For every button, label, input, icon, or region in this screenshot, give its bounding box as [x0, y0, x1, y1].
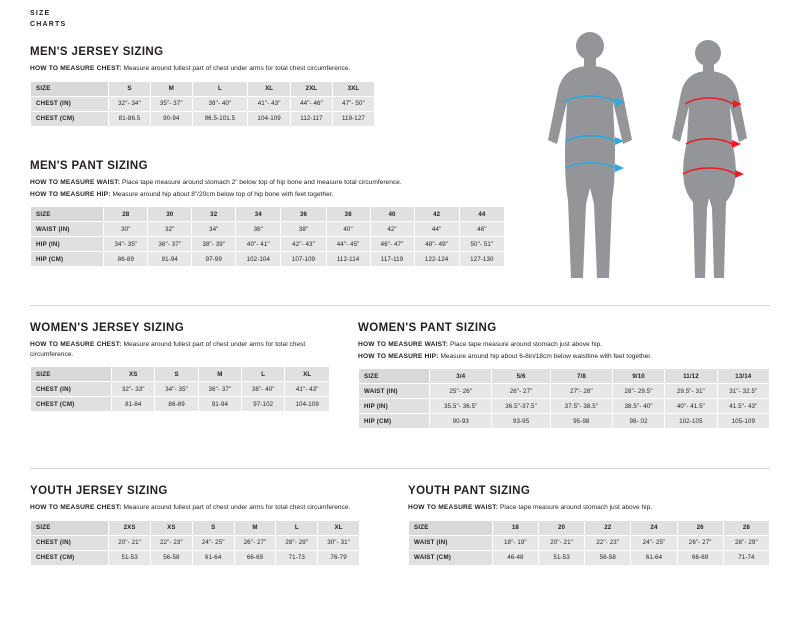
table-cell: 40"- 41.5": [665, 399, 717, 414]
table-row-label: HIP (CM): [31, 252, 104, 267]
section-youth-jersey: [30, 485, 360, 566]
table-cell: 31"- 32.5": [717, 384, 769, 399]
table-cell: 36": [236, 222, 281, 237]
section-mens-jersey: [30, 46, 375, 127]
table-cell: 104-109: [248, 111, 291, 126]
male-head-icon: [576, 32, 604, 60]
table-cell: 28"- 29": [723, 535, 769, 550]
table-cell: 90-94: [150, 111, 192, 126]
table-header-row: [359, 369, 770, 384]
table-cell: 44"- 45": [326, 237, 370, 252]
howto-text: Measure around fullest part of chest under arms for total chest circumference.: [30, 341, 306, 358]
male-body-silhouette: [548, 66, 632, 278]
table-row-label: WAIST (IN): [31, 222, 104, 237]
table-cell: 56-58: [151, 550, 193, 565]
table-header-cell: 42: [414, 207, 459, 222]
table-mens-jersey: [30, 81, 375, 127]
section-womens-jersey: [30, 322, 330, 412]
table-cell: 97-99: [192, 252, 236, 267]
howto-label: HOW TO MEASURE CHEST:: [30, 65, 122, 72]
table-cell: 86-89: [104, 252, 148, 267]
table-row-label: CHEST (IN): [31, 96, 109, 111]
table-cell: 119-127: [332, 111, 374, 126]
table-cell: 29.5"- 31": [665, 384, 717, 399]
table-cell: 40": [326, 222, 370, 237]
table-header-row: [409, 520, 770, 535]
table-cell: 36"- 37": [148, 237, 192, 252]
table-header-cell: XL: [318, 520, 360, 535]
table-cell: 34"- 35": [155, 382, 198, 397]
table-cell: 24"- 25": [192, 535, 234, 550]
howto-label: HOW TO MEASURE HIP:: [358, 352, 439, 360]
table-cell: 22"- 23": [151, 535, 193, 550]
table-header-cell: 40: [370, 207, 414, 222]
table-cell: 104-109: [285, 397, 330, 412]
howto-text: Place tape measure around stomach 2” below top of hip bone and measure total circumference.: [120, 179, 402, 186]
table-header-cell-size: SIZE: [31, 81, 109, 96]
table-cell: 41"- 43": [285, 382, 330, 397]
table-cell: 61-64: [192, 550, 234, 565]
table-header-cell: L: [192, 81, 248, 96]
howto-label: HOW TO MEASURE CHEST:: [30, 341, 122, 348]
table-header-cell: M: [234, 520, 276, 535]
table-row: [359, 384, 770, 399]
table-cell: 37.5"- 38.5": [550, 399, 612, 414]
table-row-label: CHEST (IN): [31, 535, 109, 550]
table-cell: 127-130: [459, 252, 504, 267]
table-cell: 105-109: [717, 414, 769, 429]
table-header-cell: S: [155, 367, 198, 382]
table-header-cell: 3XL: [332, 81, 374, 96]
table-cell: 91-94: [198, 397, 241, 412]
table-header-cell: XS: [151, 520, 193, 535]
table-cell: 81-84: [112, 397, 155, 412]
table-header-cell: 24: [631, 520, 677, 535]
howto-line: [30, 64, 375, 74]
table-row-label: HIP (IN): [31, 237, 104, 252]
howto-label: HOW TO MEASURE CHEST:: [30, 504, 122, 511]
table-row-label: CHEST (CM): [31, 550, 109, 565]
body-diagrams: [520, 28, 780, 293]
table-cell: 40"- 41": [236, 237, 281, 252]
table-cell: 61-64: [631, 550, 677, 565]
table-row: [31, 397, 330, 412]
table-row: [359, 414, 770, 429]
table-header-cell: L: [242, 367, 285, 382]
table-cell: 36.5"-37.5": [492, 399, 551, 414]
table-cell: 20"- 21": [109, 535, 151, 550]
howto-text: Measure around hip about 8”/20cm below top of hip bone with feet together.: [110, 190, 334, 198]
table-header-cell: S: [109, 81, 151, 96]
table-cell: 27"- 28": [550, 384, 612, 399]
howto-line: [30, 340, 330, 359]
table-cell: 35"- 37": [150, 96, 192, 111]
table-cell: 102-104: [236, 252, 281, 267]
divider: [30, 468, 770, 469]
table-row: [409, 550, 770, 565]
table-womens-jersey: [30, 366, 330, 412]
male-hip-arrow-icon: [615, 164, 624, 172]
table-cell: 30": [104, 222, 148, 237]
table-youth-pant: [408, 520, 770, 566]
table-cell: 76-79: [318, 550, 360, 565]
table-row-label: CHEST (CM): [31, 397, 112, 412]
howto-text: Place tape measure around stomach just above hip.: [448, 341, 603, 348]
table-row: [409, 535, 770, 550]
table-cell: 46": [459, 222, 504, 237]
table-cell: 46"- 47": [370, 237, 414, 252]
table-row: [31, 96, 375, 111]
howto-line: [30, 503, 360, 513]
table-header-cell: 13/14: [717, 369, 769, 384]
section-title: WOMEN'S PANT SIZING: [358, 322, 497, 334]
table-header-cell-size: SIZE: [359, 369, 430, 384]
table-cell: 22"- 23": [585, 535, 631, 550]
table-header-cell: 32: [192, 207, 236, 222]
table-cell: 34"- 35": [104, 237, 148, 252]
table-cell: 32"- 33": [112, 382, 155, 397]
table-youth-jersey: [30, 520, 360, 566]
table-header-cell-size: SIZE: [31, 367, 112, 382]
table-header-cell: 9/10: [612, 369, 664, 384]
table-cell: 102-105: [665, 414, 717, 429]
table-row: [359, 399, 770, 414]
table-cell: 38"- 39": [192, 237, 236, 252]
table-cell: 38.5"- 40": [612, 399, 664, 414]
table-header-cell: 34: [236, 207, 281, 222]
table-cell: 71-73: [276, 550, 318, 565]
table-cell: 46-48: [492, 550, 538, 565]
section-title: MEN'S PANT SIZING: [30, 160, 148, 172]
table-row-label: WAIST (IN): [359, 384, 430, 399]
table-header-cell: XL: [285, 367, 330, 382]
howto-line: [30, 178, 505, 188]
table-header-cell: M: [198, 367, 241, 382]
table-header-row: [31, 207, 505, 222]
table-cell: 56-58: [585, 550, 631, 565]
table-cell: 42": [370, 222, 414, 237]
table-cell: 42"- 43": [281, 237, 326, 252]
table-header-cell: S: [192, 520, 234, 535]
table-header-cell: 20: [538, 520, 584, 535]
table-cell: 96.5-101.5: [192, 111, 248, 126]
table-row-label: HIP (CM): [359, 414, 430, 429]
table-header-cell-size: SIZE: [409, 520, 493, 535]
section-youth-pant: [408, 485, 770, 566]
table-header-cell: 28: [104, 207, 148, 222]
table-cell: 26"- 27": [492, 384, 551, 399]
table-row-label: HIP (IN): [359, 399, 430, 414]
table-cell: 38"- 40": [242, 382, 285, 397]
table-header-cell: 36: [281, 207, 326, 222]
table-row-label: WAIST (IN): [409, 535, 493, 550]
table-cell: 66-69: [234, 550, 276, 565]
table-cell: 28"- 29.5": [612, 384, 664, 399]
table-cell: 66-69: [677, 550, 723, 565]
table-header-cell: XL: [248, 81, 291, 96]
table-cell: 18"- 19": [492, 535, 538, 550]
table-row-label: CHEST (IN): [31, 382, 112, 397]
section-mens-pant: [30, 160, 505, 267]
table-cell: 41"- 43": [248, 96, 291, 111]
table-cell: 95-98: [550, 414, 612, 429]
table-cell: 91-94: [148, 252, 192, 267]
table-header-cell: 7/8: [550, 369, 612, 384]
table-header-cell: 28: [723, 520, 769, 535]
female-body-diagram: [650, 36, 770, 288]
howto-line: [358, 340, 770, 350]
table-cell: 41.5"- 43": [717, 399, 769, 414]
table-header-cell-size: SIZE: [31, 520, 109, 535]
table-cell: 26"- 27": [677, 535, 723, 550]
table-womens-pant: [358, 368, 770, 429]
table-header-cell: 11/12: [665, 369, 717, 384]
page-title: [30, 8, 66, 30]
table-row: [31, 550, 360, 565]
table-header-cell: 3/4: [430, 369, 492, 384]
table-header-cell: 5/6: [492, 369, 551, 384]
table-header-row: [31, 520, 360, 535]
table-header-cell-size: SIZE: [31, 207, 104, 222]
table-cell: 50"- 51": [459, 237, 504, 252]
table-cell: 98- 02: [612, 414, 664, 429]
howto-text: Measure around hip about 6-8in/18cm below waistline with feet together.: [438, 352, 652, 360]
table-row-label: WAIST (CM): [409, 550, 493, 565]
table-header-cell: 38: [326, 207, 370, 222]
table-cell: 90-93: [430, 414, 492, 429]
section-title: YOUTH PANT SIZING: [408, 485, 531, 497]
table-cell: 112-114: [326, 252, 370, 267]
howto-line: [408, 503, 770, 513]
table-header-cell: L: [276, 520, 318, 535]
table-cell: 93-95: [492, 414, 551, 429]
table-header-cell: 44: [459, 207, 504, 222]
table-cell: 30"- 31": [318, 535, 360, 550]
table-header-cell: 2XS: [109, 520, 151, 535]
table-cell: 86-89: [155, 397, 198, 412]
page-title-line1: SIZE: [30, 10, 51, 17]
table-header-cell: M: [150, 81, 192, 96]
page-title-line2: CHARTS: [30, 21, 67, 28]
table-row: [31, 111, 375, 126]
male-body-diagram: [530, 28, 650, 290]
table-row-label: CHEST (CM): [31, 111, 109, 126]
table-row: [31, 222, 505, 237]
table-cell: 48"- 49": [414, 237, 459, 252]
table-row: [31, 382, 330, 397]
table-cell: 32"- 34": [109, 96, 151, 111]
table-cell: 36"- 37": [198, 382, 241, 397]
table-cell: 97-102: [242, 397, 285, 412]
howto-text: Place tape measure around stomach just above hip.: [498, 504, 653, 511]
table-header-row: [31, 367, 330, 382]
howto-text: Measure around fullest part of chest under arms for total chest circumference.: [121, 65, 351, 72]
table-row: [31, 237, 505, 252]
table-cell: 28"- 29": [276, 535, 318, 550]
table-cell: 32": [148, 222, 192, 237]
table-cell: 51-53: [538, 550, 584, 565]
section-title: MEN'S JERSEY SIZING: [30, 46, 164, 58]
female-head-icon: [695, 40, 721, 66]
table-cell: 51-53: [109, 550, 151, 565]
table-header-cell: 18: [492, 520, 538, 535]
table-cell: 122-124: [414, 252, 459, 267]
female-hip-arrow-icon: [735, 170, 744, 178]
howto-label: HOW TO MEASURE WAIST:: [408, 504, 499, 511]
howto-line: [30, 190, 505, 200]
howto-label: HOW TO MEASURE WAIST:: [358, 341, 449, 348]
section-title: WOMEN'S JERSEY SIZING: [30, 322, 185, 334]
howto-line: [358, 352, 770, 362]
table-cell: 34": [192, 222, 236, 237]
table-cell: 44"- 46": [291, 96, 333, 111]
table-cell: 81-86.5: [109, 111, 151, 126]
table-cell: 71-74: [723, 550, 769, 565]
table-cell: 112-117: [291, 111, 333, 126]
section-womens-pant: [358, 322, 770, 429]
table-cell: 107-109: [281, 252, 326, 267]
table-cell: 44": [414, 222, 459, 237]
howto-text: Measure around fullest part of chest under arms for total chest circumference.: [121, 504, 351, 511]
divider: [30, 305, 770, 306]
table-header-cell: 2XL: [291, 81, 333, 96]
table-cell: 25"- 26": [430, 384, 492, 399]
table-cell: 47"- 50": [332, 96, 374, 111]
howto-label: HOW TO MEASURE HIP:: [30, 190, 111, 198]
table-header-cell: 30: [148, 207, 192, 222]
table-cell: 38"- 40": [192, 96, 248, 111]
table-cell: 38": [281, 222, 326, 237]
table-header-cell: XS: [112, 367, 155, 382]
table-row: [31, 252, 505, 267]
table-cell: 24"- 25": [631, 535, 677, 550]
table-cell: 20"- 21": [538, 535, 584, 550]
table-header-cell: 26: [677, 520, 723, 535]
table-header-row: [31, 81, 375, 96]
howto-label: HOW TO MEASURE WAIST:: [30, 179, 121, 186]
table-row: [31, 535, 360, 550]
table-cell: 26"- 27": [234, 535, 276, 550]
section-title: YOUTH JERSEY SIZING: [30, 485, 168, 497]
table-cell: 35.5"- 36.5": [430, 399, 492, 414]
table-header-cell: 22: [585, 520, 631, 535]
table-mens-pant: [30, 206, 505, 267]
table-cell: 117-119: [370, 252, 414, 267]
